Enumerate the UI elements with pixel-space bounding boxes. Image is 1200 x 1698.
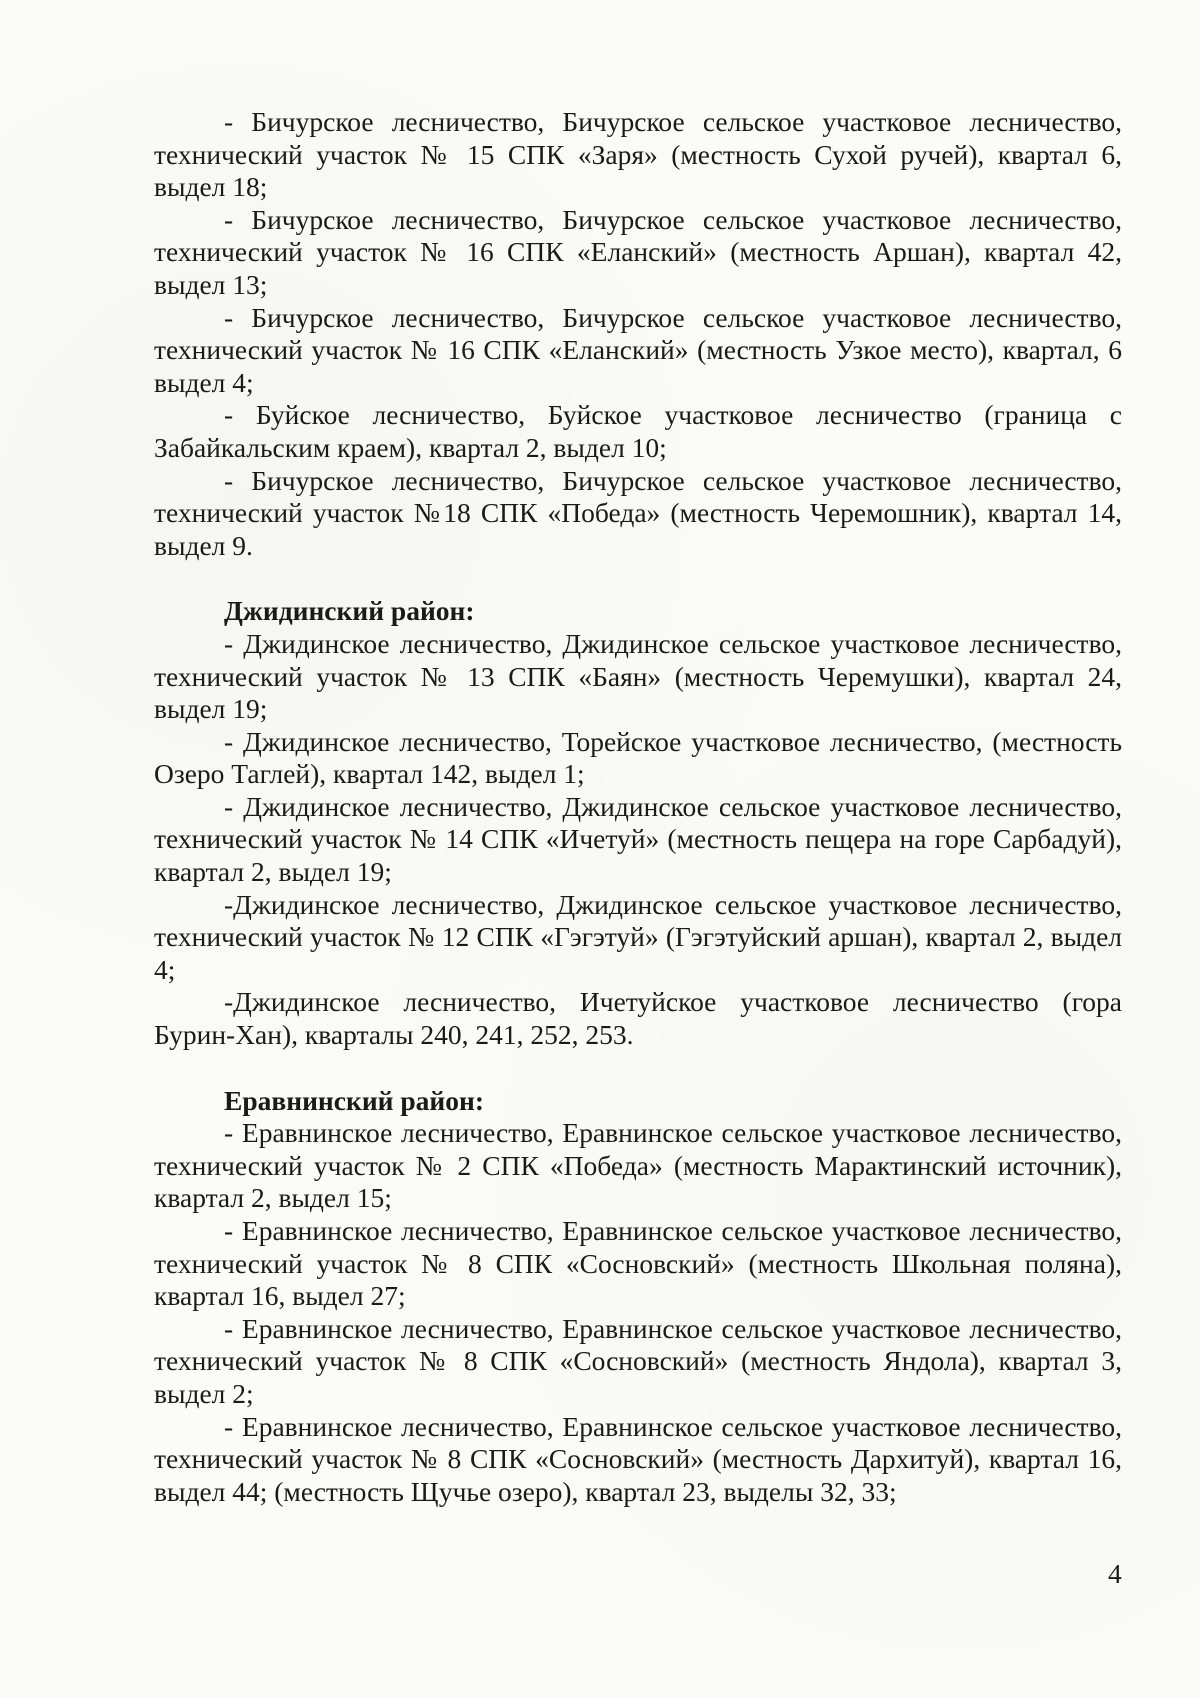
list-item: - Джидинское лесничество, Торейское участковое лесничество, (местность Озеро Таглей), квартал 142, выдел 1; [154,725,1122,790]
section-heading-dzhida: Джидинский район: [224,595,475,627]
list-item: - Еравнинское лесничество, Еравнинское сельское участковое лесничество, технический участок № 8 СПК «Сосновский» (местность Дархитуй), квартал 16, выдел 44; (местность Щучье озеро), квартал 23, выделы 32, 33; [154,1410,1122,1507]
section-spacer [154,1052,1122,1085]
section-spacer [154,562,1122,595]
list-item: -Джидинское лесничество, Джидинское сельское участковое лесничество, технический участок № 12 СПК «Гэгэтуй» (Гэгэтуйский аршан), квартал 2, выдел 4; [154,888,1122,985]
list-item: - Бичурское лесничество, Бичурское сельское участковое лесничество, технический участок №18 СПК «Победа» (местность Черемошник), квартал 14, выдел 9. [154,464,1122,561]
list-item: - Еравнинское лесничество, Еравнинское сельское участковое лесничество, технический участок № 8 СПК «Сосновский» (местность Школьная поляна), квартал 16, выдел 27; [154,1215,1122,1312]
list-item: - Буйское лесничество, Буйское участковое лесничество (граница с Забайкальским краем), квартал 2, выдел 10; [154,399,1122,463]
list-item: - Еравнинское лесничество, Еравнинское сельское участковое лесничество, технический участок № 2 СПК «Победа» (местность Марактинский источник), квартал 2, выдел 15; [154,1117,1122,1214]
list-item: - Джидинское лесничество, Джидинское сельское участковое лесничество, технический участок № 13 СПК «Баян» (местность Черемушки), квартал 24, выдел 19; [154,627,1122,725]
section-heading-eravna: Еравнинский район: [224,1084,485,1116]
list-item: - Бичурское лесничество, Бичурское сельское участковое лесничество, технический участок № 16 СПК «Еланский» (местность Аршан), квартал 42, выдел 13; [154,203,1122,300]
document-body [154,106,1122,1508]
list-item: - Бичурское лесничество, Бичурское сельское участковое лесничество, технический участок № 16 СПК «Еланский» (местность Узкое место), квартал, 6 выдел 4; [154,301,1122,398]
list-item: - Бичурское лесничество, Бичурское сельское участковое лесничество, технический участок № 15 СПК «Заря» (местность Сухой ручей), квартал 6, выдел 18; [154,106,1122,203]
list-item: -Джидинское лесничество, Ичетуйское участковое лесничество (гора Бурин-Хан), кварталы 240, 241, 252, 253. [154,986,1122,1051]
list-item: - Еравнинское лесничество, Еравнинское сельское участковое лесничество, технический участок № 8 СПК «Сосновский» (местность Яндола), квартал 3, выдел 2; [154,1312,1122,1409]
page-number: 4 [1108,1558,1122,1589]
list-item: - Джидинское лесничество, Джидинское сельское участковое лесничество, технический участок № 14 СПК «Ичетуй» (местность пещера на горе Сарбадуй), квартал 2, выдел 19; [154,790,1122,888]
